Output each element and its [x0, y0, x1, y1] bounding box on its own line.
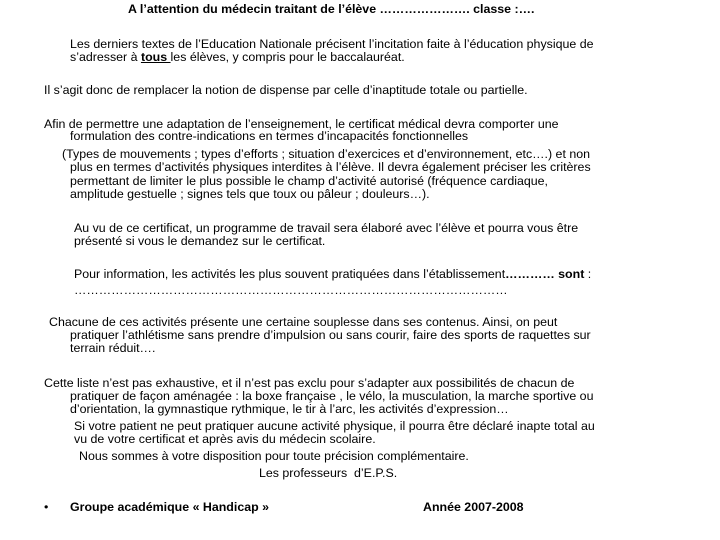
text-line: présenté si vous le demandez sur le certificat. — [74, 234, 326, 248]
text-line: Au vu de ce certificat, un programme de travail sera élaboré avec l’élève et pourra vous être — [74, 221, 579, 235]
bullet-icon: • — [44, 500, 49, 514]
text-line: d’orientation, la gymnastique rythmique, le tir à l’arc, les activités d’expression… — [70, 402, 509, 416]
text-line — [70, 51, 405, 63]
text-line — [74, 268, 591, 280]
text-line: Si votre patient ne peut pratiquer aucune activité physique, il pourra être déclaré inapte total au — [74, 419, 595, 433]
text-fragment: s’adresser à — [70, 50, 141, 64]
text-line: Chacune de ces activités présente une certaine souplesse dans ses contenus. Ainsi, on peut — [49, 315, 558, 329]
paragraph-inaptitude: Il s’agit donc de remplacer la notion de dispense par celle d’inaptitude totale ou partielle. — [44, 83, 528, 97]
text-line: permettant de limiter le plus possible le champ d’activité autorisé (fréquence cardiaque, — [70, 174, 548, 188]
text-line: formulation des contre-indications en termes d’incapacités fonctionnelles — [70, 129, 469, 143]
text-fragment: les élèves, y compris pour le baccalauréat. — [170, 50, 405, 64]
text-line: pratiquer de façon aménagée : la boxe française , le vélo, la musculation, la marche sportive ou — [70, 389, 594, 403]
text-line: Afin de permettre une adaptation de l’enseignement, le certificat médical devra comporter une — [44, 117, 559, 131]
text-line: terrain réduit…. — [70, 341, 156, 355]
text-line: (Types de mouvements ; types d’efforts ; situation d’exercices et d’environnement, etc….) et non — [62, 147, 591, 161]
text-line: Les derniers textes de l’Education Nationale précisent l’incitation faite à l’éducation physique de — [70, 37, 594, 51]
footer-year: Année 2007-2008 — [423, 500, 524, 514]
text-fragment: Pour information, les activités les plus souvent pratiquées dans l’établissement — [74, 267, 506, 281]
page-title: A l’attention du médecin traitant de l’élève …………………. classe :…. — [128, 2, 535, 16]
text-line: Nous sommes à votre disposition pour toute précision complémentaire. — [79, 449, 469, 463]
blank-field-activities: ………… sont — [505, 267, 585, 281]
text-line: plus en termes d’activités physiques interdites à l’élève. Il devra également préciser les critères — [70, 160, 591, 174]
text-line: pratiquer l’athlétisme sans prendre d’impulsion ou sans courir, faire des sports de raquettes sur — [70, 328, 591, 342]
text-line: Cette liste n’est pas exhaustive, et il n’est pas exclu pour s’adapter aux possibilités de chacun de — [44, 376, 575, 390]
signature-line: Les professeurs d’E.P.S. — [259, 466, 398, 480]
dotted-fill-line: …………………………………………………………………………………………… — [74, 283, 508, 297]
footer-group: Groupe académique « Handicap » — [70, 500, 270, 514]
text-line: vu de votre certificat et après avis du médecin scolaire. — [74, 432, 376, 446]
text-line: amplitude gestuelle ; signes tels que toux ou pâleur ; douleurs…). — [70, 187, 430, 201]
text-fragment: : — [584, 267, 592, 281]
emphasis-tous: tous — [140, 50, 171, 64]
